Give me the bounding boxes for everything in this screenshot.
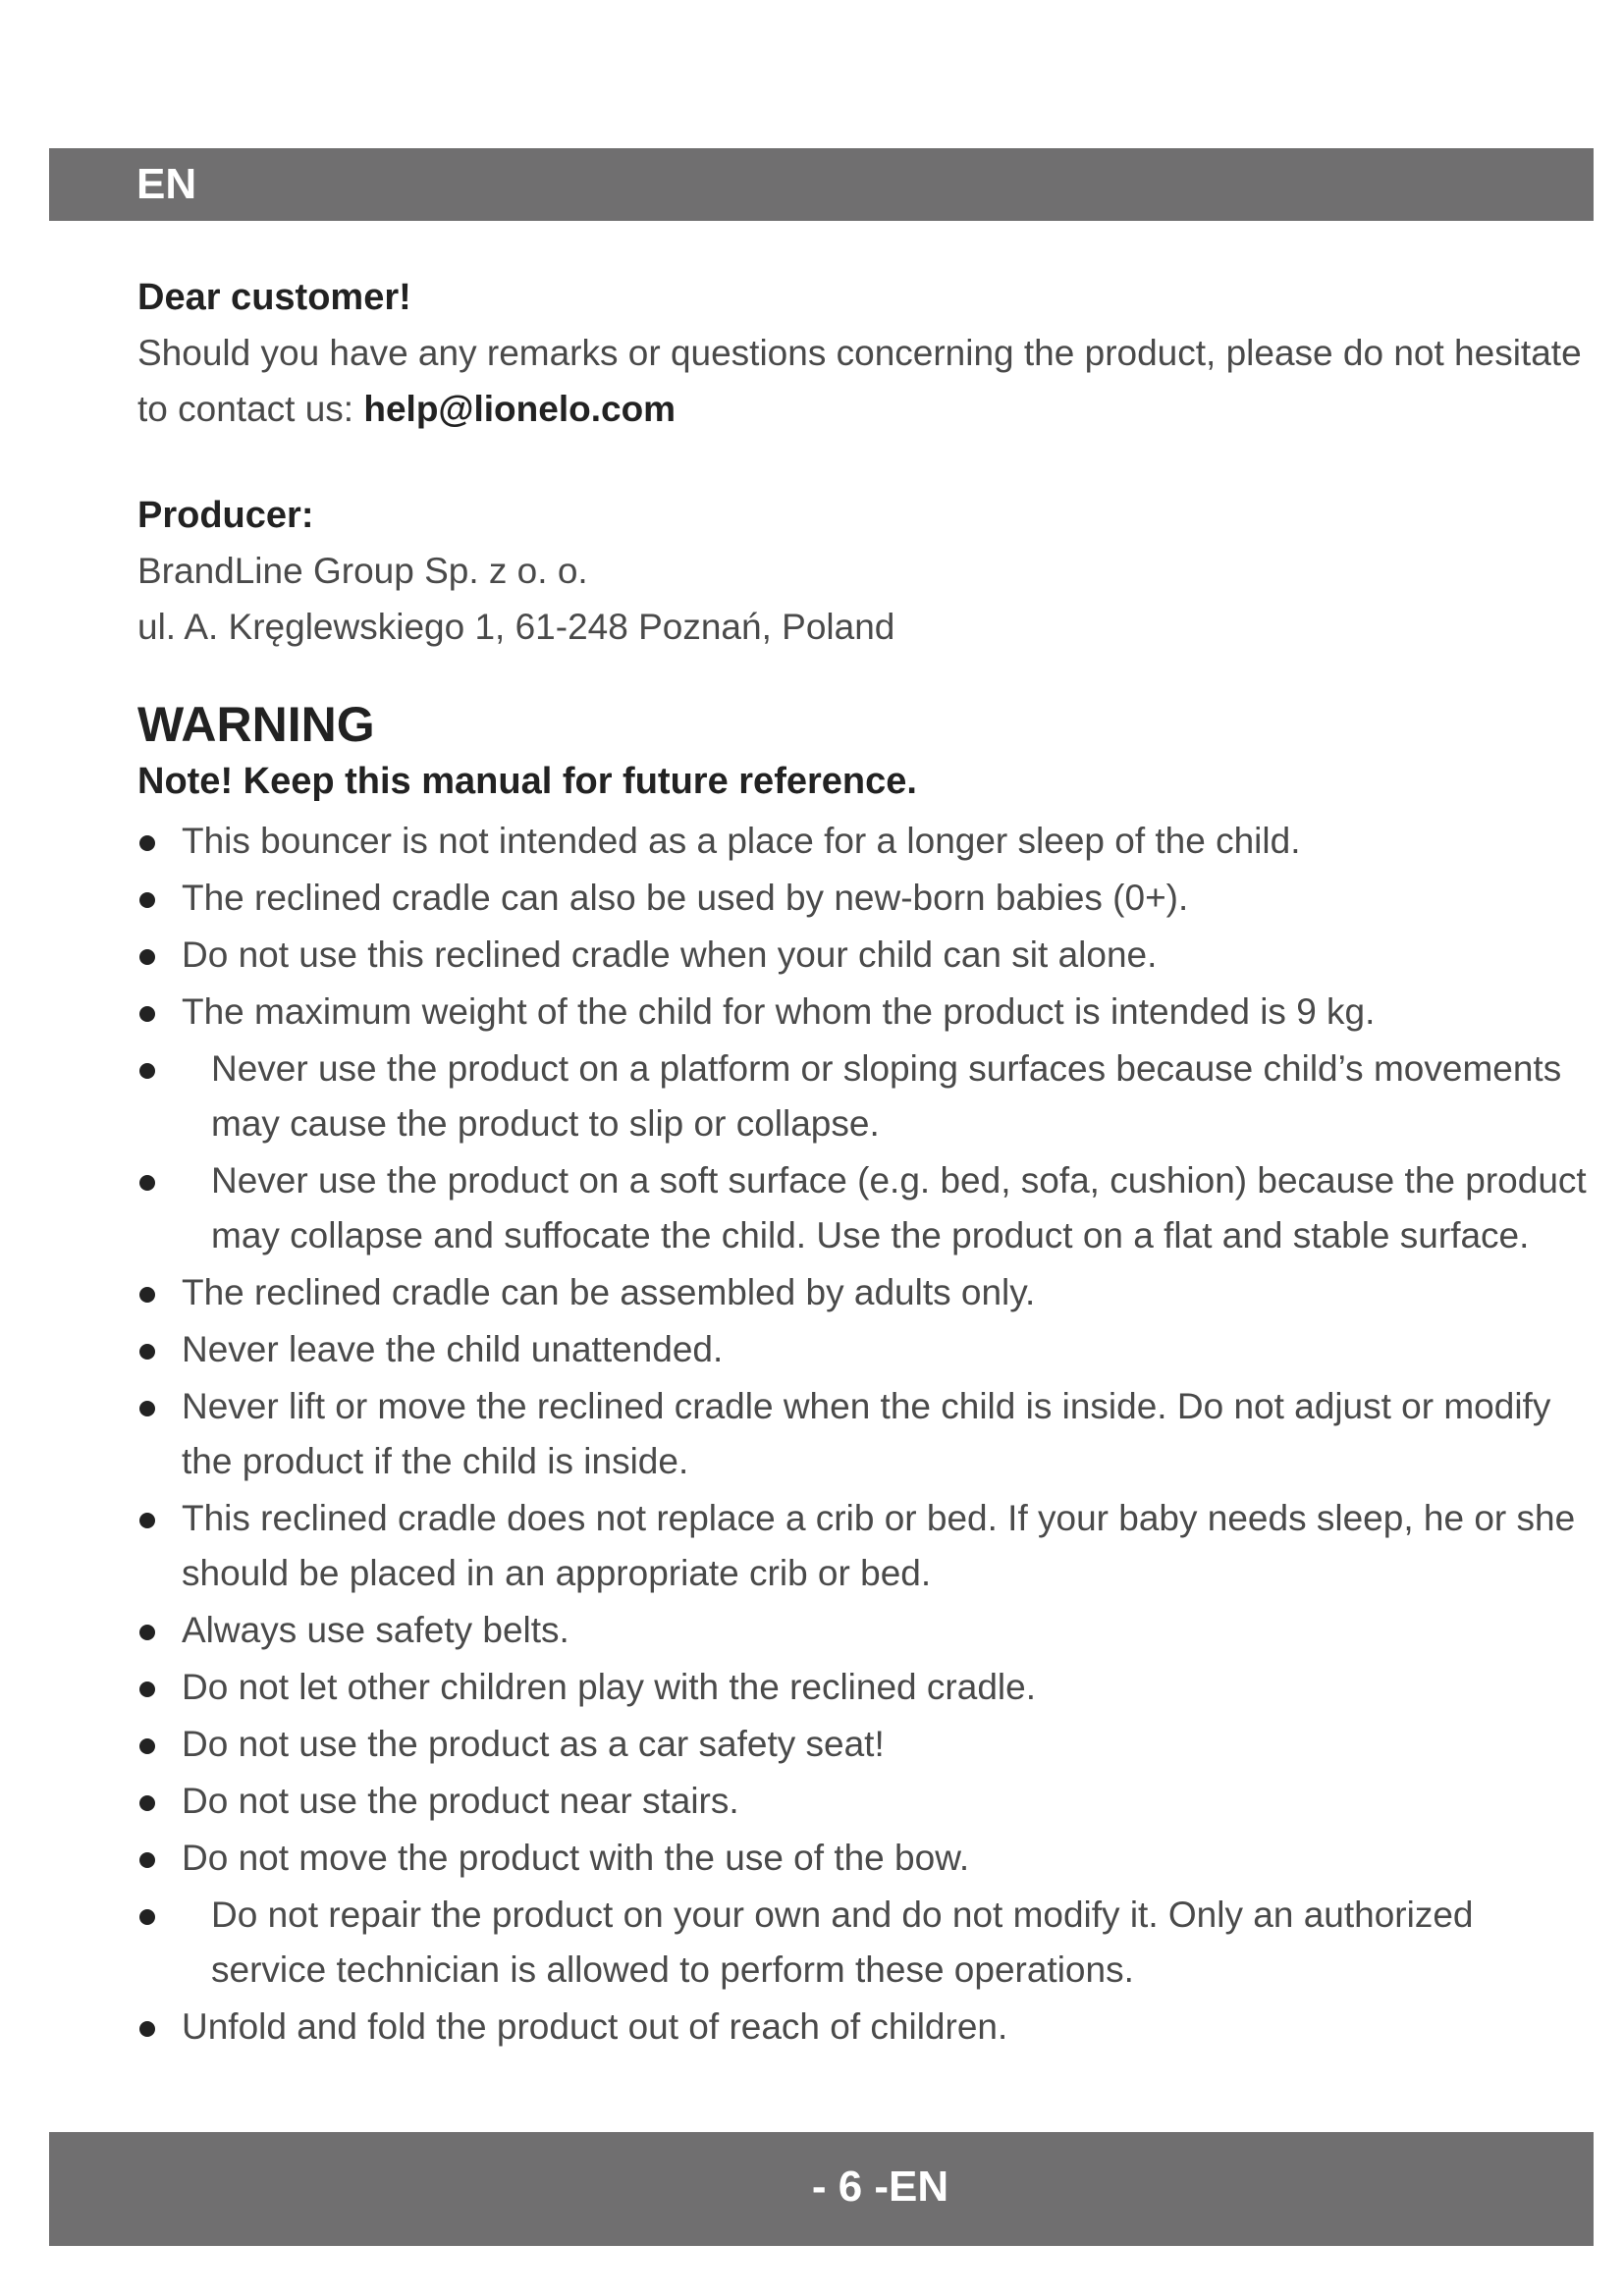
page-number: - 6 -EN (811, 2163, 949, 2211)
producer-title: Producer: (137, 495, 314, 536)
header-bar (49, 148, 1594, 221)
warning-item: Do not use the product near stairs. (137, 1774, 1591, 1829)
bullet-icon (139, 1401, 155, 1416)
contact-email: help@lionelo.com (363, 389, 677, 429)
bullet-icon (139, 1006, 155, 1022)
warning-item: Never use the product on a soft surface (e.g. bed, sofa, cushion) because the product may collapse and suffocate the child. Use the product on a flat and stable surface. (137, 1153, 1591, 1263)
bullet-icon (139, 2021, 155, 2037)
bullet-icon (139, 1175, 155, 1191)
bullet-icon (139, 1287, 155, 1303)
bullet-icon (139, 949, 155, 965)
bullet-icon (139, 1625, 155, 1640)
warning-list (137, 814, 1591, 2055)
warning-note: Note! Keep this manual for future reference. (137, 761, 917, 802)
warning-item: The maximum weight of the child for whom the product is intended is 9 kg. (137, 985, 1591, 1040)
bullet-icon (139, 1682, 155, 1697)
warning-item: This bouncer is not intended as a place for a longer sleep of the child. (137, 814, 1591, 869)
warning-item: Never leave the child unattended. (137, 1322, 1591, 1377)
bullet-icon (139, 835, 155, 851)
warning-item: Never lift or move the reclined cradle when the child is inside. Do not adjust or modify the product if the child is inside. (137, 1379, 1591, 1489)
warning-item: The reclined cradle can also be used by new-born babies (0+). (137, 871, 1591, 926)
warning-item: Never use the product on a platform or sloping surfaces because child’s movements may cause the product to slip or collapse. (137, 1041, 1591, 1151)
footer-bar (49, 2132, 1594, 2246)
warning-item: Always use safety belts. (137, 1603, 1591, 1658)
producer-company: BrandLine Group Sp. z o. o. (137, 551, 588, 591)
bullet-icon (139, 1852, 155, 1868)
warning-title: WARNING (137, 697, 375, 752)
bullet-icon (139, 1513, 155, 1528)
contact-text (137, 325, 1591, 437)
bullet-icon (139, 1909, 155, 1925)
producer-address: ul. A. Kręglewskiego 1, 61-248 Poznań, Poland (137, 607, 895, 647)
bullet-icon (139, 1063, 155, 1079)
contact-text-body: Should you have any remarks or questions concerning the product, please do not hesitate to contact us: (137, 333, 1582, 429)
warning-item: This reclined cradle does not replace a crib or bed. If your baby needs sleep, he or she should be placed in an appropriate crib or bed. (137, 1491, 1591, 1601)
warning-item: Do not use the product as a car safety seat! (137, 1717, 1591, 1772)
bullet-icon (139, 1344, 155, 1360)
bullet-icon (139, 1738, 155, 1754)
bullet-icon (139, 1795, 155, 1811)
language-label: EN (136, 160, 197, 208)
warning-item: Do not let other children play with the reclined cradle. (137, 1660, 1591, 1715)
warning-item: The reclined cradle can be assembled by adults only. (137, 1265, 1591, 1320)
warning-item: Do not repair the product on your own and do not modify it. Only an authorized service technician is allowed to perform these operations. (137, 1888, 1591, 1998)
contact-title: Dear customer! (137, 277, 411, 318)
page-content (137, 270, 1591, 2056)
warning-item: Do not move the product with the use of the bow. (137, 1831, 1591, 1886)
warning-item: Unfold and fold the product out of reach of children. (137, 2000, 1591, 2055)
bullet-icon (139, 892, 155, 908)
warning-item: Do not use this reclined cradle when your child can sit alone. (137, 928, 1591, 983)
